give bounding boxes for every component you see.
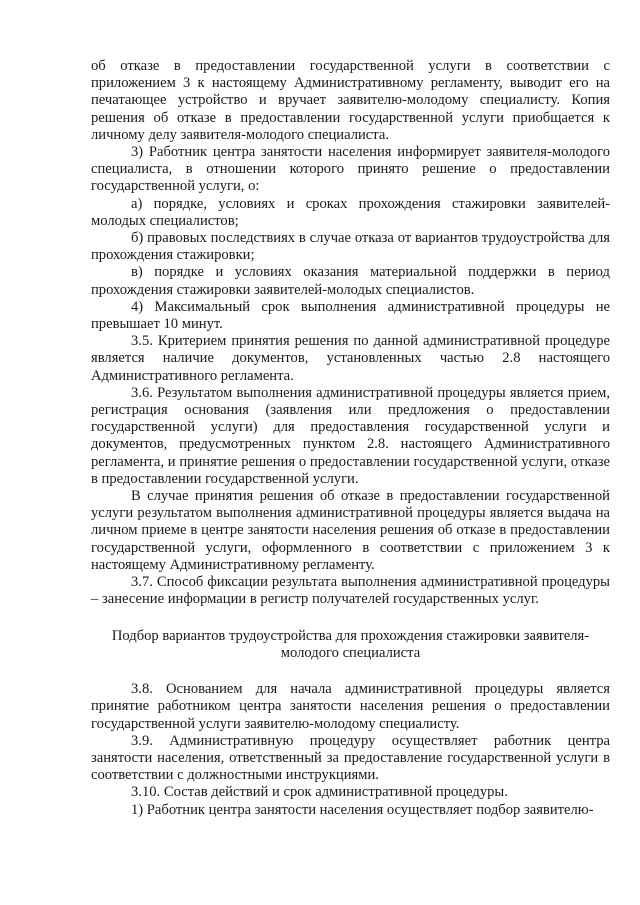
section-heading-line-2: молодого специалиста [280,645,421,662]
paragraph-3-9-executor: 3.9. Административную процедуру осуществляет работник центра занятости населения, ответственный за предоставление государственной услуги в соответствии с должностными инструкциями. [91,732,610,784]
paragraph-3-8-basis: 3.8. Основанием для начала административной процедуры является принятие работником центра занятости населения решения о предоставлении государственной услуги заявителю-молодому специалисту. [91,681,610,732]
paragraph-subitem-b: б) правовых последствиях в случае отказа от вариантов трудоустройства для прохождения стажировки; [91,230,610,264]
paragraph-refusal-continuation: об отказе в предоставлении государственной услуги в соответствии с приложением 3 к настоящему Административному регламенту, выводит его на печатающее устройство и вручает заявителю-молодому специалисту. Копия решения об отказе в предоставлении государственной услуги приобщается к личному делу заявителя-молодого специалиста. [91,58,610,143]
paragraph-3-6-result: 3.6. Результатом выполнения административной процедуры является прием, регистрация основания (заявления или предложения о предоставлении государственной услуги) для предоставления государственной услуги и документов, предусмотренных пунктом 2.8. настоящего Административного регламента, и принятие решения о предоставлении государственной услуги, отказе в предоставлении государственной услуги. [91,384,610,487]
paragraph-item-4-max-time: 4) Максимальный срок выполнения административной процедуры не превышает 10 минут. [91,298,610,333]
document-page [91,58,610,819]
paragraph-3-7-fixation: 3.7. Способ фиксации результата выполнения административной процедуры – занесение информации в регистр получателей государственных услуг. [91,574,610,608]
section-heading-line-1: Подбор вариантов трудоустройства для прохождения стажировки заявителя- [111,627,590,644]
paragraph-3-10-actions: 3.10. Состав действий и срок административной процедуры. [131,784,508,801]
spacer [91,663,610,681]
paragraph-item-1-selection: 1) Работник центра занятости населения осуществляет подбор заявителю- [131,801,594,818]
paragraph-item-3-inform: 3) Работник центра занятости населения информирует заявителя-молодого специалиста, в отношении которого принято решение о предоставлении государственной услуги, о: [91,144,610,195]
paragraph-refusal-case: В случае принятия решения об отказе в предоставлении государственной услуги результатом выполнения административной процедуры является выдача на личном приеме в центре занятости населения решения об отказе в предоставлении государственной услуги, оформленного в соответствии с приложением 3 к настоящему Административному регламенту. [91,488,610,573]
spacer [91,609,610,628]
section-heading [91,628,610,664]
paragraph-3-5-criterion: 3.5. Критерием принятия решения по данной административной процедуре является наличие документов, установленных частью 2.8 настоящего Административного регламента. [91,333,610,384]
paragraph-subitem-a: а) порядке, условиях и сроках прохождения стажировки заявителей-молодых специалистов; [91,195,610,229]
paragraph-subitem-v: в) порядке и условиях оказания материальной поддержки в период прохождения стажировки заявителей-молодых специалистов. [91,264,610,298]
